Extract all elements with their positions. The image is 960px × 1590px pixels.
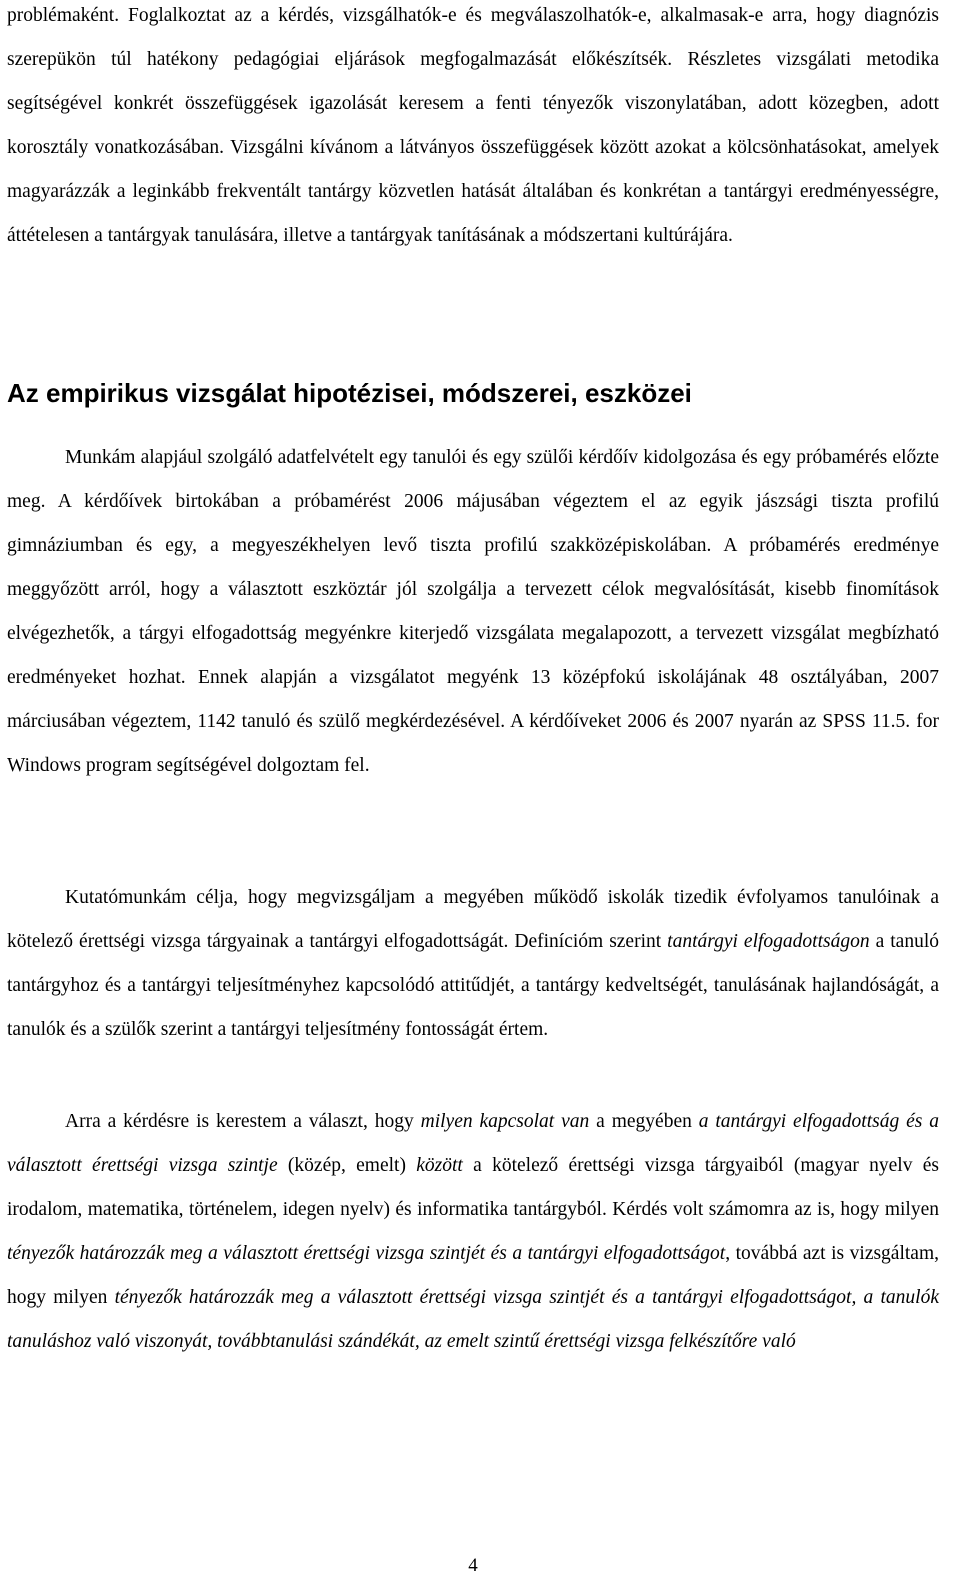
question-text-2: a megyében [589,1111,699,1132]
question-italic-4: tényezők határozzák meg a választott érettségi vizsga szintjét és a tantárgyi elfogadottságot [7,1243,726,1264]
paragraph-method: Munkám alapjául szolgáló adatfelvételt egy tanulói és egy szülői kérdőív kidolgozása és egy próbamérés előzte meg. A kérdőívek birtokában a próbamérést 2006 májusában végeztem el az egyik jászsági tiszta profilú gimnáziumban és egy, a megyeszékhelyen levő tiszta profilú szakközépiskolában. A próbamérés eredménye meggyőzött arról, hogy a választott eszköztár jól szolgálja a tervezett célok megvalósítását, kisebb finomítások elvégezhetők, a tárgyi elfogadottság megyénkre kiterjedő vizsgálata megalapozott, a tervezett vizsgálat megbízható eredményeket hozhat. Ennek alapján a vizsgálatot megyénk 13 középfokú iskolájának 48 osztályában, 2007 márciusában végeztem, 1142 tanuló és szülő megkérdezésével. A kérdőíveket 2006 és 2007 nyarán az SPSS 11.5. for Windows program segítségével dolgoztam fel. [7,447,939,776]
paragraph-question [7,1100,939,1364]
question-text-3: (közép, emelt) [277,1155,417,1176]
page-number: 4 [468,1555,478,1576]
goal-text-2: a tanuló tantárgyhoz és a tantárgyi teljesítményhez kapcsolódó attitűdjét, a tantárgy kedveltségét, tanulásának hajlandóságát, a tanulók és a szülők szerint a tantárgyi teljesítmény fontosságát értem. [7,931,939,1040]
question-italic-3: között [416,1155,463,1176]
question-text-1: Arra a kérdésre is kerestem a választ, hogy [65,1111,421,1132]
question-italic-1: milyen kapcsolat van [420,1111,590,1132]
section-heading: Az empirikus vizsgálat hipotézisei, módszerei, eszközei [7,378,692,408]
goal-text-1: Kutatómunkám célja, hogy megvizsgáljam a megyében működő iskolák tizedik évfolyamos tanulóinak a kötelező érettségi vizsga tárgyainak a tantárgyi elfogadottságát. Definícióm szerint [7,887,939,952]
question-text-4: a kötelező érettségi vizsga tárgyaiból (magyar nyelv és irodalom, matematika, történelem, idegen nyelv) és informatika tantárgyból. Kérdés volt számomra az is, hogy milyen [7,1155,939,1220]
paragraph-intro: problémaként. Foglalkoztat az a kérdés, vizsgálhatók-e és megválaszolhatók-e, alkalmasak-e arra, hogy diagnózis szerepükön túl hatékony pedagógiai eljárások megfogalmazását előkészítsék. Részletes vizsgálati metodika segítségével konkrét összefüggések igazolását keresem a fenti tényezők viszonylatában, adott közegben, adott korosztály vonatkozásában. Vizsgálni kívánom a látványos összefüggések között azokat a kölcsönhatásokat, amelyek magyarázzák a leginkább frekventált tantárgy közvetlen hatását általában és konkrétan a tantárgyi eredményességre, áttételesen a tantárgyak tanulására, illetve a tantárgyak tanításának a módszertani kultúrájára. [7,5,939,246]
goal-italic-term: tantárgyi elfogadottságon [667,931,870,952]
paragraph-goal [7,876,939,1052]
question-text-5: , továbbá azt is vizsgáltam, hogy milyen [7,1243,940,1308]
question-italic-5: tényezők határozzák meg a választott érettségi vizsga szintjét és a tantárgyi elfogadottságot, a tanulók tanuláshoz való viszonyát, továbbtanulási szándékát, az emelt szintű érettségi vizsga felkészítőre való [7,1287,939,1352]
question-italic-2: a tantárgyi elfogadottság és a választott érettségi vizsga szintje [7,1111,939,1176]
